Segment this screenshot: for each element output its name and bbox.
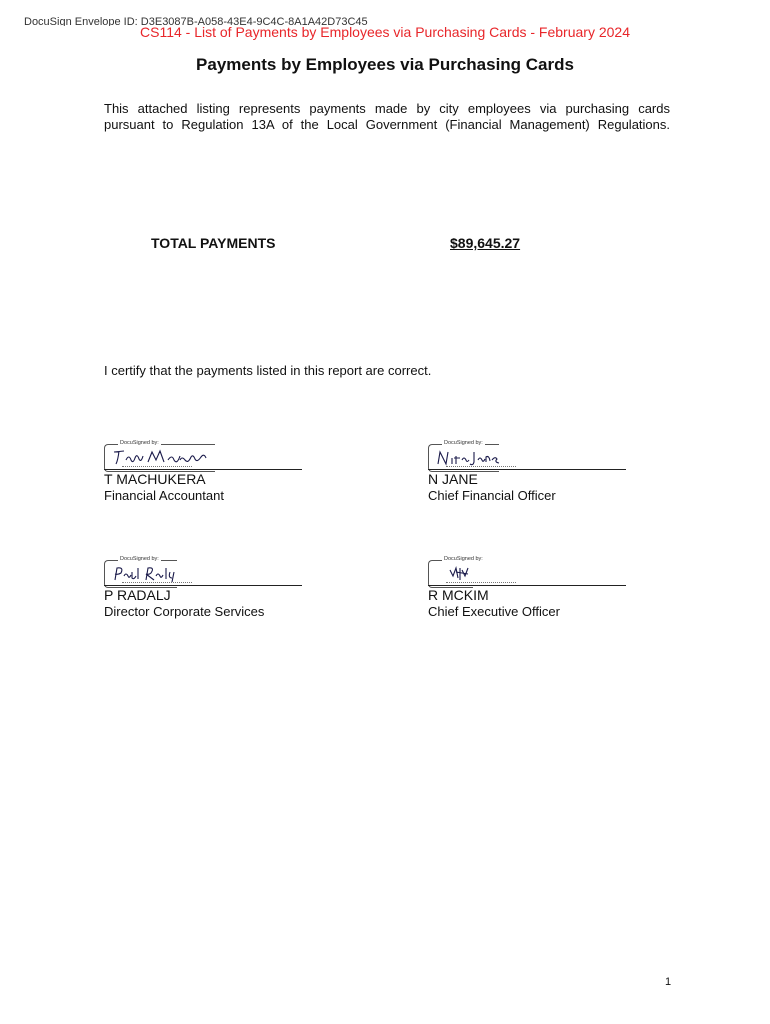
handwritten-signature [434,446,504,468]
intro-line: pursuant to Regulation 13A of the Local Government (Financial Management) Regulations. [104,117,670,132]
signature-line [104,585,302,586]
signature-block-machukera [104,440,304,502]
docusigned-label: DocuSigned by: [444,440,483,446]
page-title: Payments by Employees via Purchasing Cards [196,55,574,74]
signature-block-radalj [104,556,304,618]
docusigned-label: DocuSigned by: [120,556,159,562]
document-header: CS114 - List of Payments by Employees via Purchasing Cards - February 2024 [140,24,630,40]
intro-line: This attached listing represents payments made by city employees via purchasing cards [104,101,670,116]
signatory-role: Chief Executive Officer [428,604,560,619]
total-payments-label: TOTAL PAYMENTS [151,235,276,251]
intro-paragraph [104,101,670,133]
signatory-role: Chief Financial Officer [428,488,556,503]
signature-line [428,585,626,586]
signatory-name: T MACHUKERA [104,471,206,487]
docusigned-label: DocuSigned by: [444,556,483,562]
docusigned-label: DocuSigned by: [120,440,159,446]
signatory-role: Director Corporate Services [104,604,265,619]
handwritten-signature [110,446,220,468]
signatory-role: Financial Accountant [104,488,224,503]
signature-block-mckim [428,556,628,618]
signature-block-jane [428,440,628,502]
signature-line [104,469,302,470]
signatory-name: R MCKIM [428,587,489,603]
envelope-id: DocuSign Envelope ID: D3E3087B-A058-43E4-9C4C-8A1A42D73C45 [24,16,368,26]
signatory-name: P RADALJ [104,587,171,603]
certification-statement: I certify that the payments listed in this report are correct. [104,363,432,378]
handwritten-signature [434,562,478,584]
total-payments-value: $89,645.27 [450,235,521,251]
page-number: 1 [665,976,672,988]
signature-line [428,469,626,470]
handwritten-signature [110,562,182,584]
signatory-name: N JANE [428,471,478,487]
